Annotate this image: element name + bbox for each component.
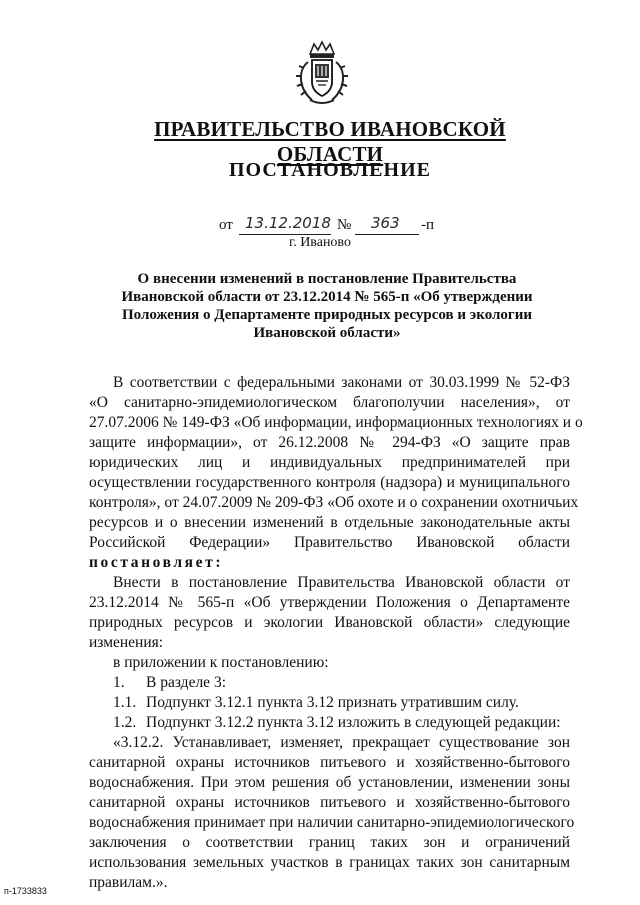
- number-sign: №: [337, 217, 352, 233]
- resolution-heading: [112, 270, 542, 342]
- preamble-line: В соответствии с федеральными законами от 30.03.1999 № 52-ФЗ: [113, 374, 570, 391]
- coat-of-arms-icon: [292, 40, 352, 106]
- date-prefix: от: [219, 217, 233, 233]
- preamble-line: 27.07.2006 № 149-ФЗ «Об информации, информационных технологиях и о: [89, 414, 583, 431]
- item-text: В разделе 3:: [146, 674, 226, 691]
- list-item: [89, 673, 570, 692]
- item-number: 1.: [113, 674, 125, 691]
- preamble-line: ресурсов и о внесении изменений в отдельные законодательные акты: [89, 514, 570, 531]
- preamble-line: осуществлении государственного контроля (надзора) и муниципального: [89, 474, 570, 491]
- item-number: 1.2.: [113, 714, 137, 731]
- item-number: 1.1.: [113, 694, 137, 711]
- document-date: 13.12.2018: [245, 214, 331, 232]
- intro-line: природных ресурсов и экологии Ивановской области» следующие: [89, 614, 570, 631]
- quote-line: правилам.».: [89, 874, 168, 891]
- item-text: Подпункт 3.12.2 пункта 3.12 изложить в следующей редакции:: [146, 714, 561, 731]
- footer-code: п-1733833: [4, 886, 47, 896]
- government-title: ПРАВИТЕЛЬСТВО ИВАНОВСКОЙ ОБЛАСТИ: [154, 117, 506, 166]
- city: г. Иваново: [289, 235, 351, 250]
- item-text: Подпункт 3.12.1 пункта 3.12 признать утратившим силу.: [146, 694, 519, 711]
- number-suffix: -п: [421, 217, 435, 233]
- resolves-word: постановляет:: [89, 554, 224, 571]
- heading-line: Положения о Департаменте природных ресурсов и экологии: [121, 307, 533, 323]
- list-item: [89, 693, 570, 712]
- heading-line: Ивановской области от 23.12.2014 № 565-п «Об утверждении: [121, 289, 533, 305]
- quote-line: «3.12.2. Устанавливает, изменяет, прекращает существование зон: [113, 734, 570, 751]
- quote-line: заключения о соответствии границ таких зон и ограничений: [89, 834, 570, 851]
- preamble-line: контроля», от 24.07.2009 № 209-ФЗ «Об охоте и о сохранении охотничьих: [89, 494, 579, 511]
- intro-line: изменения:: [89, 634, 164, 651]
- heading-line: Ивановской области»: [253, 325, 401, 341]
- preamble-line: юридических лиц и индивидуальных предпринимателей при: [89, 454, 570, 471]
- preamble-line: Российской Федерации» Правительство Ивановской области: [89, 534, 570, 551]
- quote-line: санитарной охраны источников питьевого и хозяйственно-бытового: [89, 754, 570, 771]
- preamble-line: «О санитарно-эпидемиологическом благополучии населения», от: [89, 394, 570, 411]
- heading-line: О внесении изменений в постановление Правительства: [137, 271, 517, 287]
- appendix-line: в приложении к постановлению:: [113, 654, 329, 671]
- quote-line: использования земельных участков в границах таких зон санитарным: [89, 854, 570, 871]
- date-number-line: [219, 214, 459, 236]
- quote-line: водоснабжения. При этом решения об установлении, изменении зоны: [89, 774, 570, 791]
- intro-line: Внести в постановление Правительства Ивановской области от: [113, 574, 570, 591]
- document-number: 363: [371, 214, 400, 232]
- quote-line: водоснабжения принимает при наличии санитарно-эпидемиологического: [89, 814, 575, 831]
- intro-line: 23.12.2014 № 565-п «Об утверждении Положения о Департаменте: [89, 594, 570, 611]
- list-item: [89, 713, 570, 732]
- document-type: ПОСТАНОВЛЕНИЕ: [229, 159, 431, 181]
- preamble-line: защите информации», от 26.12.2008 № 294-ФЗ «О защите прав: [89, 434, 570, 451]
- quote-line: санитарной охраны источников питьевого и хозяйственно-бытового: [89, 794, 570, 811]
